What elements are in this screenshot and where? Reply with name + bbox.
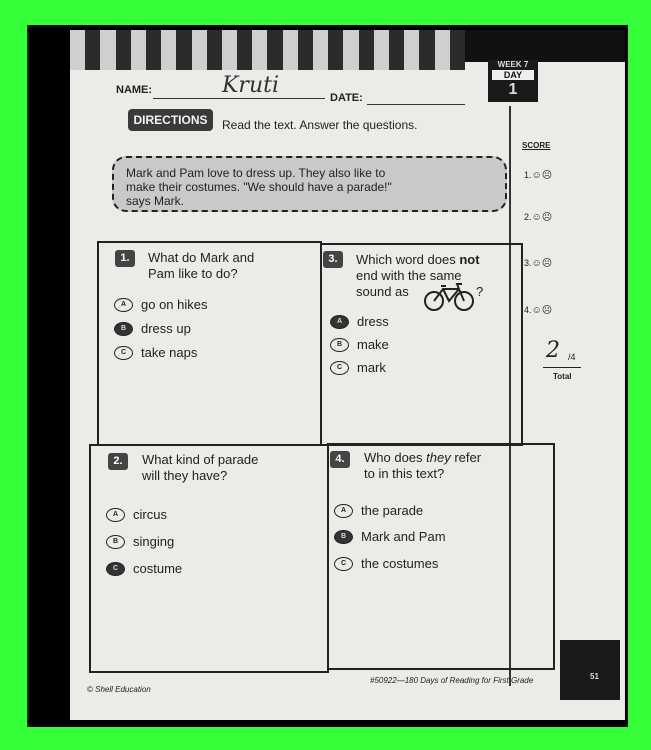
answer-option[interactable] — [330, 360, 386, 375]
stripe — [146, 30, 161, 70]
answer-bubble[interactable]: C — [330, 361, 349, 375]
stripe — [237, 30, 252, 70]
smile-frown-icon[interactable]: ☺☹ — [531, 212, 553, 223]
answer-bubble[interactable]: A — [114, 298, 133, 312]
stripe — [298, 30, 313, 70]
bicycle-icon — [423, 282, 475, 317]
smile-frown-icon[interactable]: ☺☹ — [531, 170, 553, 181]
stripe — [404, 30, 419, 70]
stripe — [222, 30, 237, 70]
total-line — [543, 367, 581, 368]
answer-option[interactable] — [106, 534, 174, 549]
stripe — [85, 30, 100, 70]
question-3-text: Which word does not end with the same sound as — [356, 252, 480, 299]
publisher-footer: © Shell Education — [87, 685, 151, 694]
score-heading: SCORE — [522, 141, 551, 150]
name-label: NAME: — [116, 84, 153, 96]
answer-bubble[interactable]: B — [330, 338, 349, 352]
answer-text: mark — [357, 360, 386, 375]
stripe — [313, 30, 328, 70]
stripe — [328, 30, 343, 70]
stripe — [161, 30, 176, 70]
stripe — [116, 30, 131, 70]
answer-text: costume — [133, 561, 183, 576]
answer-option[interactable] — [114, 297, 208, 312]
score-row-2: 2.☺☹ — [524, 212, 553, 223]
decorative-stripes — [70, 30, 465, 70]
question-3-mark: ? — [476, 284, 484, 299]
question-4-text: Who does they refer to in this text? — [364, 450, 482, 481]
answer-bubble[interactable]: C — [334, 557, 353, 571]
stripe — [343, 30, 358, 70]
answer-option[interactable] — [330, 314, 389, 329]
stripe — [176, 30, 191, 70]
answer-text: make — [357, 337, 389, 352]
answer-option[interactable] — [334, 529, 446, 544]
total-denominator: /4 — [568, 352, 576, 362]
page-number: 51 — [590, 672, 599, 681]
score-row-3: 3.☺☹ — [524, 258, 553, 269]
name-line — [153, 98, 325, 99]
reading-passage — [112, 156, 507, 212]
stripe — [131, 30, 146, 70]
stripe — [389, 30, 404, 70]
date-label: DATE: — [330, 92, 363, 104]
answer-text: dress — [357, 314, 389, 329]
stripe — [450, 30, 465, 70]
stripe — [283, 30, 298, 70]
answer-option[interactable] — [334, 556, 438, 571]
passage-line: Mark and Pam love to dress up. They also like to — [126, 166, 386, 180]
answer-text: circus — [133, 507, 167, 522]
stripe — [359, 30, 374, 70]
date-line[interactable] — [367, 104, 465, 105]
answer-option[interactable] — [114, 345, 197, 360]
answer-bubble[interactable]: A — [334, 504, 353, 518]
answer-text: singing — [133, 534, 175, 549]
passage-line: make their costumes. "We should have a parade!" — [126, 180, 392, 194]
question-number: 4. — [330, 451, 350, 468]
answer-bubble[interactable]: B — [106, 535, 125, 549]
answer-option[interactable] — [106, 507, 167, 522]
question-number: 1. — [115, 250, 135, 267]
stripe — [207, 30, 222, 70]
directions-label: DIRECTIONS — [128, 109, 213, 131]
stripe — [374, 30, 389, 70]
stripe — [267, 30, 282, 70]
answer-text: take naps — [141, 345, 198, 360]
stripe — [192, 30, 207, 70]
smile-frown-icon[interactable]: ☺☹ — [531, 258, 553, 269]
week-label: WEEK 7 — [497, 60, 529, 69]
answer-bubble[interactable]: C — [114, 346, 133, 360]
score-row-4: 4.☺☹ — [524, 305, 553, 316]
answer-bubble-selected[interactable]: C — [106, 562, 125, 576]
header-corner — [465, 30, 625, 62]
stripe — [435, 30, 450, 70]
answer-text: dress up — [141, 321, 191, 336]
book-title-footer: #50922—180 Days of Reading for First Grade — [370, 676, 534, 685]
directions-text: Read the text. Answer the questions. — [222, 118, 418, 132]
name-handwriting[interactable]: Kruti — [222, 73, 279, 98]
stripe — [100, 30, 115, 70]
answer-text: go on hikes — [141, 297, 208, 312]
passage-line: says Mark. — [126, 194, 185, 208]
answer-bubble-selected[interactable]: B — [334, 530, 353, 544]
answer-text: the parade — [361, 503, 424, 518]
page-tab — [560, 640, 620, 700]
answer-text: Mark and Pam — [361, 529, 446, 544]
total-label: Total — [553, 372, 572, 381]
total-score-handwriting: 2 — [546, 338, 560, 363]
stripe — [419, 30, 434, 70]
answer-text: the costumes — [361, 556, 439, 571]
answer-option[interactable] — [106, 561, 182, 576]
question-number: 3. — [323, 251, 343, 268]
smile-frown-icon[interactable]: ☺☹ — [531, 305, 553, 316]
stripe — [252, 30, 267, 70]
day-number: 1 — [508, 81, 518, 98]
answer-option[interactable] — [334, 503, 423, 518]
day-label: DAY — [492, 70, 534, 80]
answer-bubble-selected[interactable]: B — [114, 322, 133, 336]
question-2-text: What kind of parade will they have? — [142, 452, 259, 483]
answer-bubble-selected[interactable]: A — [330, 315, 349, 329]
score-row-1: 1.☺☹ — [524, 170, 553, 181]
answer-option[interactable] — [330, 337, 389, 352]
answer-bubble[interactable]: A — [106, 508, 125, 522]
question-number: 2. — [108, 453, 128, 470]
answer-option[interactable] — [114, 321, 191, 336]
week-day-badge — [488, 60, 538, 102]
stripe — [70, 30, 85, 70]
question-1-text: What do Mark and Pam like to do? — [148, 250, 255, 281]
